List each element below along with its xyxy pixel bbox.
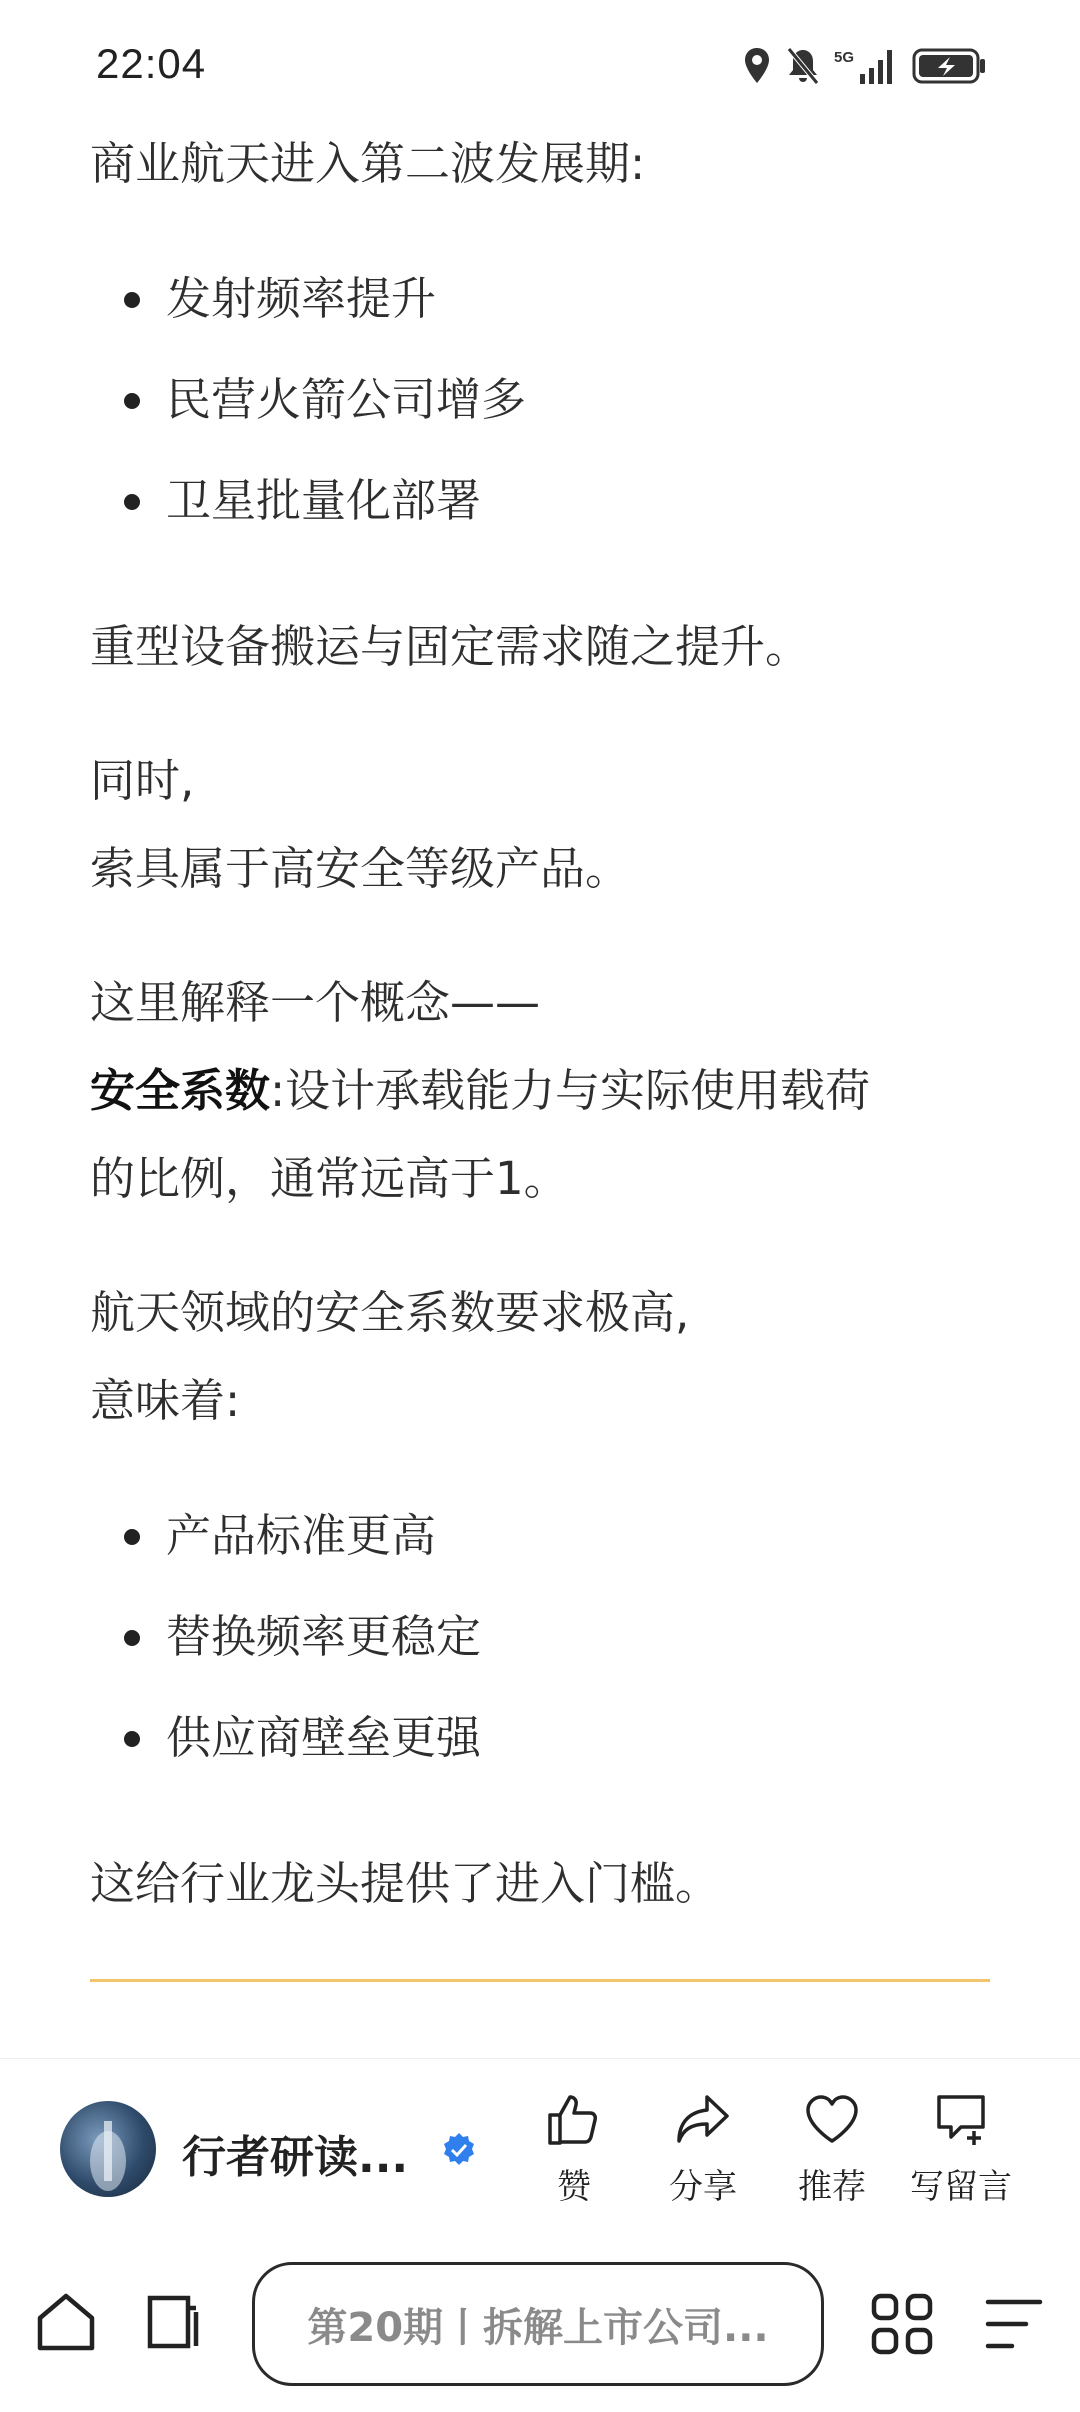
tabs-icon[interactable] [144, 2290, 208, 2358]
list-item: 卫星批量化部署 [90, 456, 990, 557]
paragraph-meanwhile: 同时, [90, 754, 195, 807]
status-bar [0, 0, 1080, 135]
paragraph-aerospace: 航天领域的安全系数要求极高, [90, 1286, 690, 1339]
list-item: 发射频率提升 [90, 254, 990, 355]
bullet-list-trends [90, 254, 990, 557]
status-time: 22:04 [96, 40, 207, 87]
signal-5g-icon [834, 46, 898, 86]
paragraph-explain: 这里解释一个概念—— [90, 976, 541, 1029]
share-arrow-icon [673, 2134, 733, 2153]
author-avatar[interactable] [60, 2101, 156, 2197]
paragraph-term-continued: 的比例，通常远高于1。 [90, 1152, 569, 1205]
paragraph-rigging: 索具属于高安全等级产品。 [90, 842, 631, 895]
like-label: 赞 [557, 2167, 591, 2207]
article-title-search-bar[interactable] [252, 2262, 824, 2386]
thumbs-up-icon [544, 2134, 604, 2153]
like-button[interactable] [514, 2089, 634, 2208]
menu-icon[interactable] [984, 2296, 1044, 2356]
location-icon [742, 46, 772, 86]
paragraph-heavy-equipment: 重型设备搬运与固定需求随之提升。 [90, 620, 811, 673]
home-icon[interactable] [34, 2290, 98, 2358]
list-item: 民营火箭公司增多 [90, 355, 990, 456]
verified-badge-icon [440, 2131, 478, 2173]
share-label: 分享 [669, 2167, 737, 2207]
bottom-nav-bar [0, 2242, 1080, 2412]
paragraph-intro: 商业航天进入第二波发展期: [90, 137, 646, 190]
author-name[interactable]: 行者研读... [182, 2132, 409, 2183]
heart-icon [802, 2134, 862, 2153]
term-definition: :设计承载能力与实际使用载荷 [270, 1064, 871, 1117]
grid-apps-icon[interactable] [870, 2292, 934, 2360]
comment-add-icon [931, 2134, 991, 2153]
svg-text:5G: 5G [834, 49, 855, 66]
article-body [90, 120, 990, 1928]
recommend-button[interactable] [772, 2089, 892, 2208]
paragraph-term [90, 1047, 990, 1135]
comment-label: 写留言 [910, 2167, 1012, 2207]
paragraph-means: 意味着: [90, 1374, 241, 1427]
comment-button[interactable] [901, 2089, 1021, 2208]
paragraph-conclusion: 这给行业龙头提供了进入门槛。 [90, 1857, 721, 1910]
article-action-bar [0, 2058, 1080, 2243]
list-item: 替换频率更稳定 [90, 1592, 990, 1693]
list-item: 产品标准更高 [90, 1491, 990, 1592]
mute-bell-icon [786, 46, 820, 86]
article-divider [90, 1979, 990, 1982]
term-safety-factor: 安全系数 [90, 1064, 271, 1117]
list-item: 供应商壁垒更强 [90, 1693, 990, 1794]
search-bar-text: 第20期丨拆解上市公司... [307, 2304, 769, 2351]
recommend-label: 推荐 [798, 2167, 866, 2207]
status-icons [742, 44, 988, 88]
share-button[interactable] [643, 2089, 763, 2208]
bullet-list-implications [90, 1491, 990, 1794]
battery-charging-icon [912, 46, 988, 86]
